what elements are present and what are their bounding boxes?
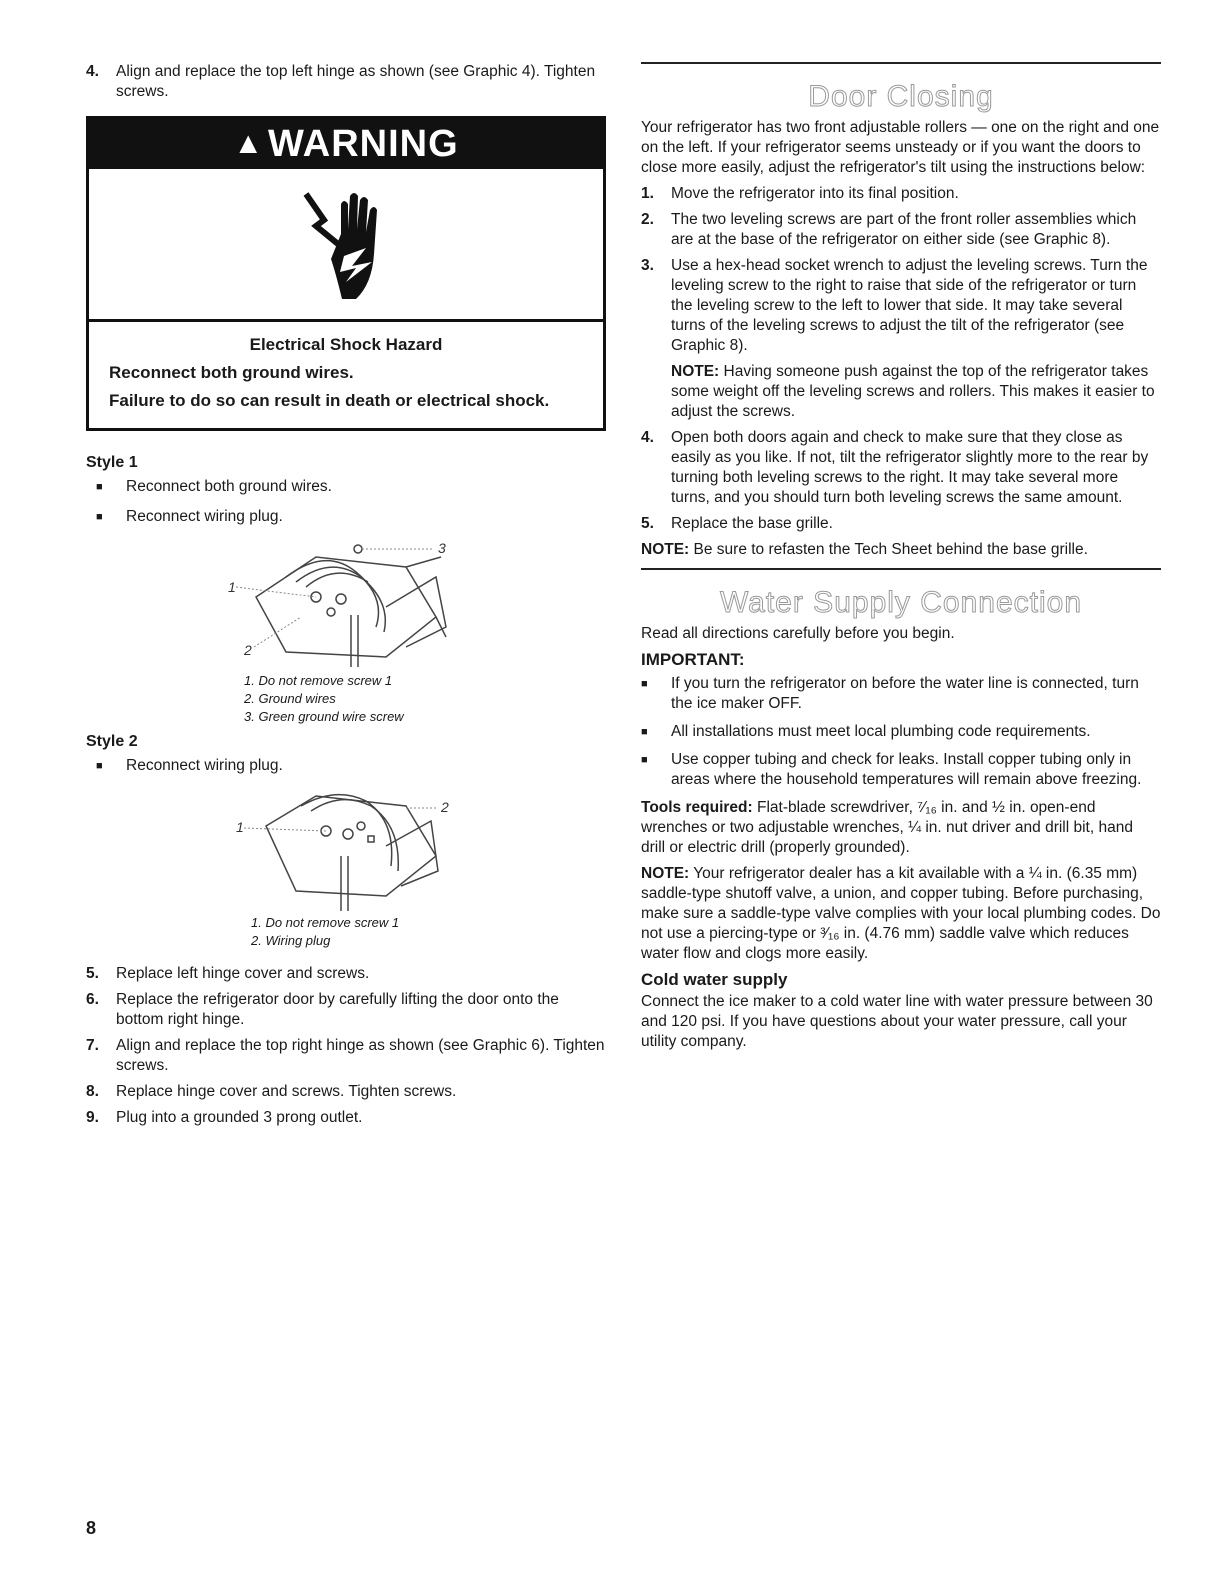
bullet-text: Reconnect wiring plug.: [126, 757, 283, 774]
caption-line: 1. Do not remove screw 1: [251, 915, 400, 930]
step-6: [86, 990, 606, 1030]
step-text: Align and replace the top left hinge as shown (see Graphic 4). Tighten screws.: [116, 63, 596, 100]
warning-box: [86, 116, 606, 431]
wiring-diagram-1: [86, 537, 606, 672]
step-number: 1.: [641, 185, 654, 202]
left-column: [86, 62, 606, 1134]
wiring-diagram-2: [86, 786, 606, 914]
step-text: Use a hex-head socket wrench to adjust the leveling screws. Turn the leveling screw to the right to raise that side of the refrigerator or turn the leveling screw to the left to lower that side. It may take several turns of the leveling screws to adjust the tilt of the refrigerator (see Graphic 8).: [671, 257, 1148, 354]
style-2-diagram: [86, 786, 606, 914]
step-number: 4.: [641, 429, 654, 446]
callout-3: 3: [438, 540, 446, 556]
step-text: Replace hinge cover and screws. Tighten screws.: [116, 1083, 457, 1100]
step-number: 5.: [86, 965, 99, 982]
caption-line: 2. Ground wires: [244, 691, 336, 706]
step-number: 3.: [641, 257, 654, 274]
door-step-1: [641, 184, 1161, 204]
step-7: [86, 1036, 606, 1076]
tools-text: Flat-blade screwdriver, ⁷⁄₁₆ in. and ½ in. open-end wrenches or two adjustable wrenches, ¼ in. nut driver and drill bit, hand drill or electric drill (properly grounded).: [641, 799, 1133, 856]
step-number: 9.: [86, 1109, 99, 1126]
door-step-3: [641, 256, 1161, 356]
style-2-captions: [251, 914, 606, 950]
note-label: NOTE:: [641, 541, 690, 558]
step-5: [86, 964, 606, 984]
note-text: Your refrigerator dealer has a kit available with a ¼ in. (6.35 mm) saddle-type shutoff valve, a union, and copper tubing. Before purchasing, make sure a saddle-type valve complies with your local plumbing codes. Do not use a piercing-type or ³⁄₁₆ in. (4.76 mm) saddle valve which reduces water flow and clogs more easily.: [641, 865, 1161, 962]
step-text: Replace the base grille.: [671, 515, 833, 532]
step-text: The two leveling screws are part of the front roller assemblies which are at the base of the refrigerator on either side (see Graphic 8).: [671, 211, 1137, 248]
style-1-diagram: [86, 537, 606, 672]
bullet-icon: ■: [641, 754, 648, 766]
callout-2: 2: [244, 642, 252, 658]
bullet-text: If you turn the refrigerator on before the water line is connected, turn the ice maker OFF.: [671, 675, 1139, 712]
step-text: Replace left hinge cover and screws.: [116, 965, 370, 982]
style-1-captions: [244, 672, 606, 726]
step-number: 4.: [86, 63, 99, 80]
step-number: 7.: [86, 1037, 99, 1054]
style-2-heading: Style 2: [86, 733, 138, 750]
callout-1: 1: [236, 819, 244, 835]
shock-hazard-icon: [89, 169, 603, 322]
note-text: Be sure to refasten the Tech Sheet behind the base grille.: [689, 541, 1088, 558]
step-8: [86, 1082, 606, 1102]
water-supply-title: Water Supply Connection: [719, 586, 1083, 619]
step-number: 8.: [86, 1083, 99, 1100]
tools-required: [641, 798, 1161, 858]
step-number: 6.: [86, 991, 99, 1008]
step-number: 2.: [641, 211, 654, 228]
door-closing-title: Door Closing: [808, 80, 994, 113]
note-text: Having someone push against the top of the refrigerator takes some weight off the leveling screws and rollers. This makes it easier to adjust the screws.: [671, 363, 1155, 420]
door-note: [641, 540, 1161, 560]
water-note: [641, 864, 1161, 964]
tools-label: Tools required:: [641, 799, 753, 816]
note-label: NOTE:: [671, 363, 720, 380]
water-bullet: [641, 674, 1161, 714]
step-text: Align and replace the top right hinge as shown (see Graphic 6). Tighten screws.: [116, 1037, 605, 1074]
callout-1: 1: [228, 579, 236, 595]
note-label: NOTE:: [641, 865, 690, 882]
bullet-icon: ■: [96, 481, 103, 493]
warning-line-1: Reconnect both ground wires.: [109, 363, 354, 382]
door-step-2: [641, 210, 1161, 250]
bullet-text: Use copper tubing and check for leaks. Install copper tubing only in areas where the household temperatures will remain above freezing.: [671, 751, 1142, 788]
caption-line: 2. Wiring plug: [251, 933, 331, 948]
style-1-bullet: [86, 507, 606, 527]
door-closing-intro: Your refrigerator has two front adjustable rollers — one on the right and one on the left. If your refrigerator seems unsteady or if you want the doors to close more easily, adjust the refrigerator's tilt using the instructions below:: [641, 119, 1160, 176]
page-number: 8: [86, 1518, 97, 1538]
style-1-bullet: [86, 477, 606, 497]
style-2-bullet: [86, 756, 606, 776]
step-number: 5.: [641, 515, 654, 532]
warning-triangle-icon: ▲: [233, 127, 265, 160]
caption-line: 1. Do not remove screw 1: [244, 673, 393, 688]
bullet-icon: ■: [641, 726, 648, 738]
cold-water-text: Connect the ice maker to a cold water line with water pressure between 30 and 120 psi. If you have questions about your water pressure, call your utility company.: [641, 993, 1153, 1050]
warning-header: [89, 119, 603, 169]
cold-water-heading: Cold water supply: [641, 970, 788, 989]
bullet-text: All installations must meet local plumbing code requirements.: [671, 723, 1091, 740]
bullet-text: Reconnect wiring plug.: [126, 508, 283, 525]
warning-line-2: Failure to do so can result in death or electrical shock.: [109, 391, 550, 410]
step-4: [86, 62, 606, 102]
step-9: [86, 1108, 606, 1128]
door-step-3-note: [671, 362, 1161, 422]
bullet-text: Reconnect both ground wires.: [126, 478, 332, 495]
hazard-title: Electrical Shock Hazard: [249, 335, 443, 354]
warning-text: [89, 322, 603, 428]
right-column: [641, 62, 1161, 1058]
callout-2: 2: [441, 799, 449, 815]
water-bullet: [641, 722, 1161, 742]
step-text: Move the refrigerator into its final position.: [671, 185, 959, 202]
warning-title: WARNING: [268, 123, 459, 165]
bullet-icon: ■: [96, 511, 103, 523]
important-heading: IMPORTANT:: [641, 650, 745, 669]
caption-line: 3. Green ground wire screw: [244, 709, 404, 724]
step-text: Open both doors again and check to make sure that they close as easily as you like. If not, tilt the refrigerator slightly more to the rear by turning both leveling screws to the right. It may take several more turns, and you should turn both leveling screws the same amount.: [671, 429, 1149, 506]
door-step-4: [641, 428, 1161, 508]
door-step-5: [641, 514, 1161, 534]
style-1-heading: Style 1: [86, 454, 138, 471]
step-text: Plug into a grounded 3 prong outlet.: [116, 1109, 363, 1126]
bullet-icon: ■: [641, 678, 648, 690]
section-divider: [641, 62, 1161, 64]
water-intro: Read all directions carefully before you begin.: [641, 625, 955, 642]
step-text: Replace the refrigerator door by carefully lifting the door onto the bottom right hinge.: [116, 991, 559, 1028]
section-divider: [641, 568, 1161, 570]
water-bullet: [641, 750, 1161, 790]
bullet-icon: ■: [96, 760, 103, 772]
